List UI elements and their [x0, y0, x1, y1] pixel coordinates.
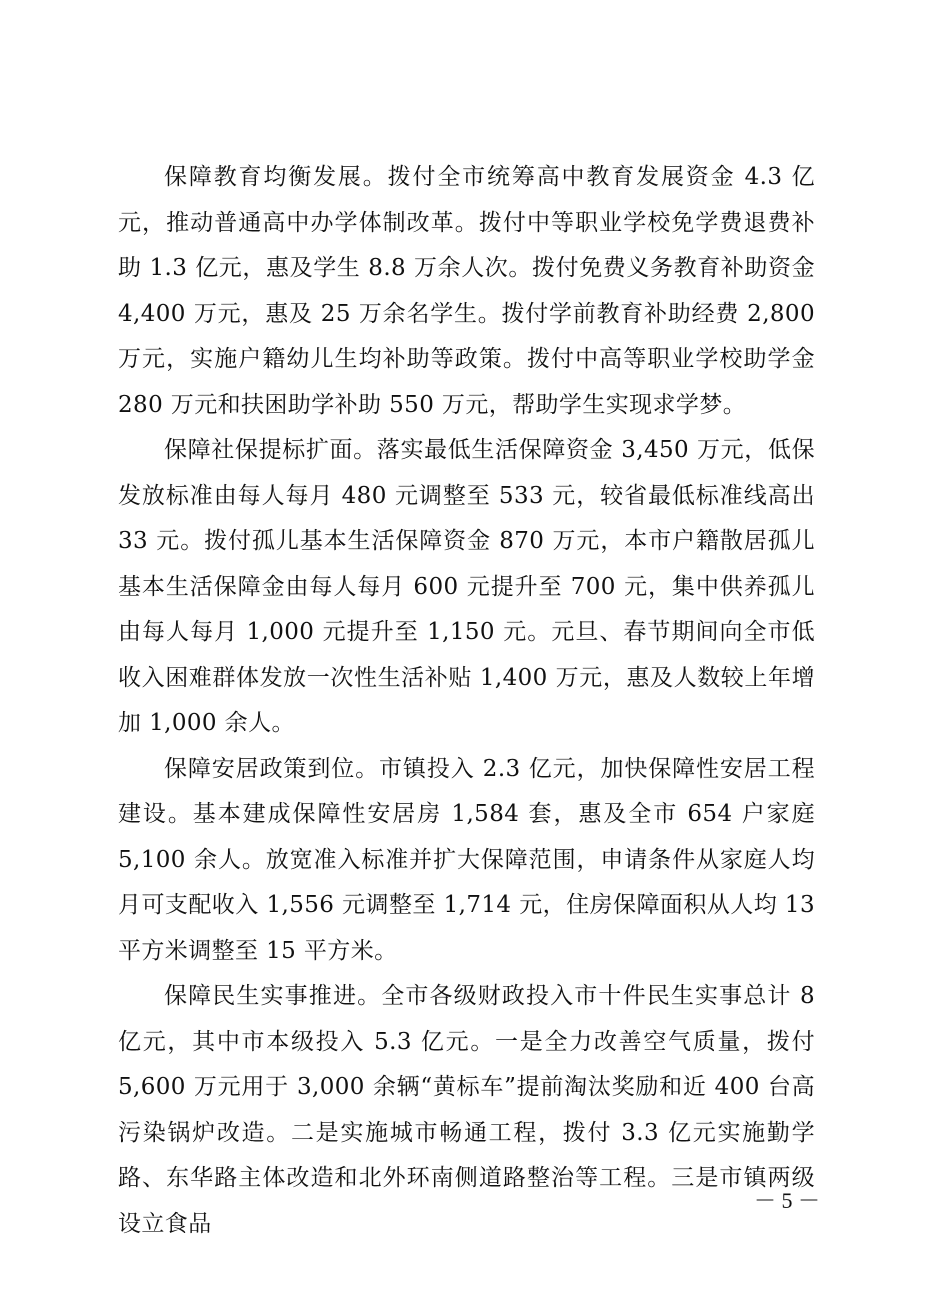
body-text	[118, 155, 815, 1247]
paragraph-education: 保障教育均衡发展。拨付全市统筹高中教育发展资金 4.3 亿元，推动普通高中办学体制改革。拨付中等职业学校免学费退费补助 1.3 亿元，惠及学生 8.8 万余人次。拨付免费义务教育补助资金 4,400 万元，惠及 25 万余名学生。拨付学前教育补助经费 2,800 万元，实施户籍幼儿生均补助等政策。拨付中高等职业学校助学金 280 万元和扶困助学补助 550 万元，帮助学生实现求学梦。	[118, 164, 815, 418]
paragraph-livelihood-projects: 保障民生实事推进。全市各级财政投入市十件民生实事总计 8 亿元，其中市本级投入 5.3 亿元。一是全力改善空气质量，拨付 5,600 万元用于 3,000 余辆“黄标车”提前淘汰奖励和近 400 台高污染锅炉改造。二是实施城市畅通工程，拨付 3.3 亿元实施勤学路、东华路主体改造和北外环南侧道路整治等工程。三是市镇两级设立食品	[118, 983, 815, 1237]
paragraph-housing: 保障安居政策到位。市镇投入 2.3 亿元，加快保障性安居工程建设。基本建成保障性安居房 1,584 套，惠及全市 654 户家庭 5,100 余人。放宽准入标准并扩大保障范围，申请条件从家庭人均月可支配收入 1,556 元调整至 1,714 元，住房保障面积从人均 13 平方米调整至 15 平方米。	[118, 755, 815, 964]
page-number: － 5 －	[753, 1188, 820, 1213]
paragraph-social-security: 保障社保提标扩面。落实最低生活保障资金 3,450 万元，低保发放标准由每人每月 480 元调整至 533 元，较省最低标准线高出 33 元。拨付孤儿基本生活保障资金 870 万元，本市户籍散居孤儿基本生活保障金由每人每月 600 元提升至 700 元，集中供养孤儿由每人每月 1,000 元提升至 1,150 元。元旦、春节期间向全市低收入困难群体发放一次性生活补贴 1,400 万元，惠及人数较上年增加 1,000 余人。	[118, 437, 815, 736]
